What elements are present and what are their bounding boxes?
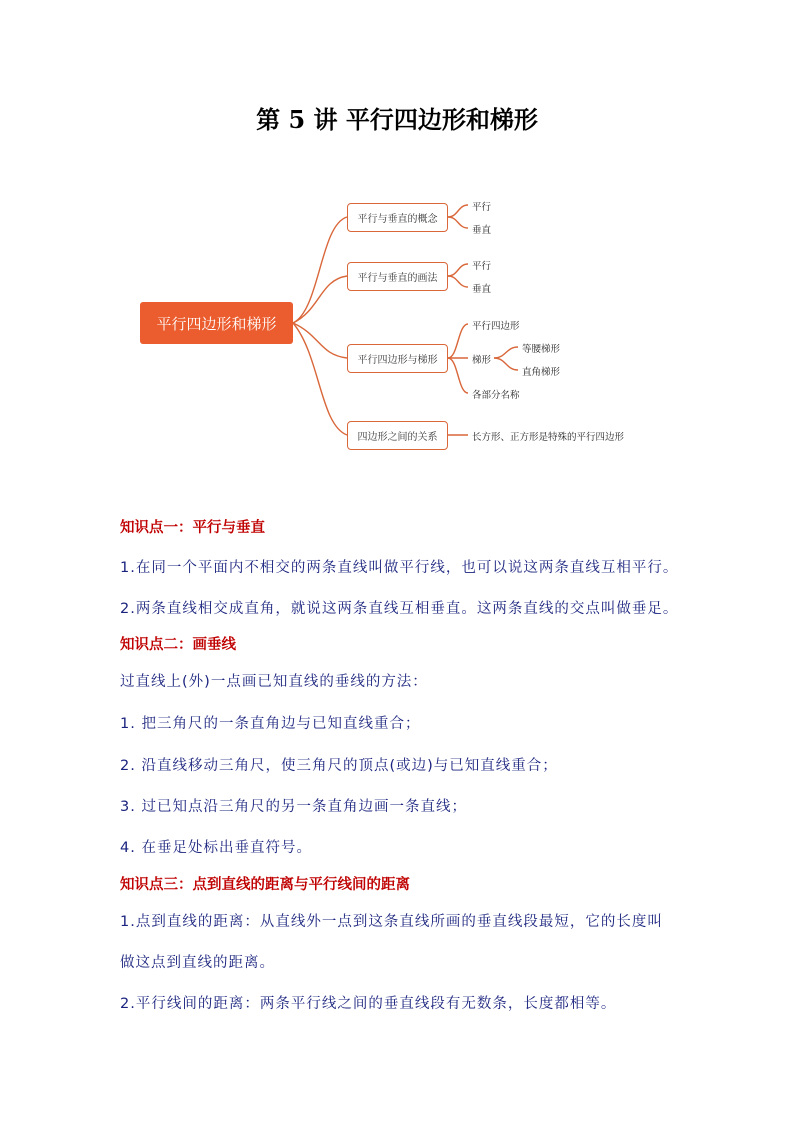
branch-drawing: 平行与垂直的画法 bbox=[347, 262, 448, 291]
connector-trapezoid-1 bbox=[494, 347, 518, 358]
paragraph-point-line-distance-2: 做这点到直线的距离。 bbox=[120, 955, 275, 971]
leaf-right-trapezoid: 直角梯形 bbox=[522, 367, 561, 378]
connector-b1-leaf-2 bbox=[448, 217, 468, 228]
heading-point-3: 知识点三：点到直线的距离与平行线间的距离 bbox=[120, 877, 410, 893]
connector-b3-leaf-3 bbox=[448, 358, 468, 393]
paragraph-step-4: 4. 在垂足处标出垂直符号。 bbox=[120, 840, 312, 856]
connector-b2-leaf-1 bbox=[448, 264, 468, 276]
leaf-perpendicular-1: 垂直 bbox=[472, 225, 492, 236]
connector-root-branch-3 bbox=[293, 323, 347, 358]
connector-b1-leaf-1 bbox=[448, 205, 468, 217]
paragraph-step-2: 2. 沿直线移动三角尺，使三角尺的顶点(或边)与已知直线重合； bbox=[120, 758, 558, 774]
connector-trapezoid-2 bbox=[494, 358, 518, 370]
paragraph-parallel-definition: 1.在同一个平面内不相交的两条直线叫做平行线，也可以说这两条直线互相平行。 bbox=[120, 560, 679, 576]
mind-map bbox=[0, 185, 794, 460]
leaf-parallelogram: 平行四边形 bbox=[472, 321, 520, 332]
leaf-part-names: 各部分名称 bbox=[472, 390, 520, 401]
connector-b2-leaf-2 bbox=[448, 276, 468, 287]
paragraph-point-line-distance-1: 1.点到直线的距离：从直线外一点到这条直线所画的垂直线段最短，它的长度叫 bbox=[120, 914, 663, 930]
leaf-special-parallelogram: 长方形、正方形是特殊的平行四边形 bbox=[472, 432, 625, 443]
paragraph-method-intro: 过直线上(外)一点画已知直线的垂线的方法： bbox=[120, 674, 428, 690]
paragraph-parallel-distance: 2.平行线间的距离：两条平行线之间的垂直线段有无数条，长度都相等。 bbox=[120, 996, 617, 1012]
heading-point-1: 知识点一：平行与垂直 bbox=[120, 520, 265, 536]
leaf-isosceles-trapezoid: 等腰梯形 bbox=[522, 344, 561, 355]
leaf-trapezoid: 梯形 bbox=[472, 355, 492, 366]
paragraph-step-3: 3. 过已知点沿三角尺的另一条直角边画一条直线； bbox=[120, 799, 467, 815]
leaf-parallel-2: 平行 bbox=[472, 261, 492, 272]
leaf-parallel-1: 平行 bbox=[472, 202, 492, 213]
connector-b3-leaf-1 bbox=[448, 324, 468, 358]
page-title: 第 5 讲 平行四边形和梯形 bbox=[256, 105, 538, 134]
branch-concept: 平行与垂直的概念 bbox=[347, 203, 448, 232]
paragraph-perpendicular-definition: 2.两条直线相交成直角，就说这两条直线互相垂直。这两条直线的交点叫做垂足。 bbox=[120, 601, 679, 617]
mindmap-root: 平行四边形和梯形 bbox=[140, 302, 293, 344]
connector-root-branch-1 bbox=[293, 217, 347, 323]
heading-point-2: 知识点二：画垂线 bbox=[120, 637, 236, 653]
branch-shapes: 平行四边形与梯形 bbox=[347, 344, 448, 373]
leaf-perpendicular-2: 垂直 bbox=[472, 284, 492, 295]
paragraph-step-1: 1. 把三角尺的一条直角边与已知直线重合； bbox=[120, 716, 421, 732]
branch-relationship: 四边形之间的关系 bbox=[347, 421, 448, 450]
connector-root-branch-4 bbox=[293, 323, 347, 435]
